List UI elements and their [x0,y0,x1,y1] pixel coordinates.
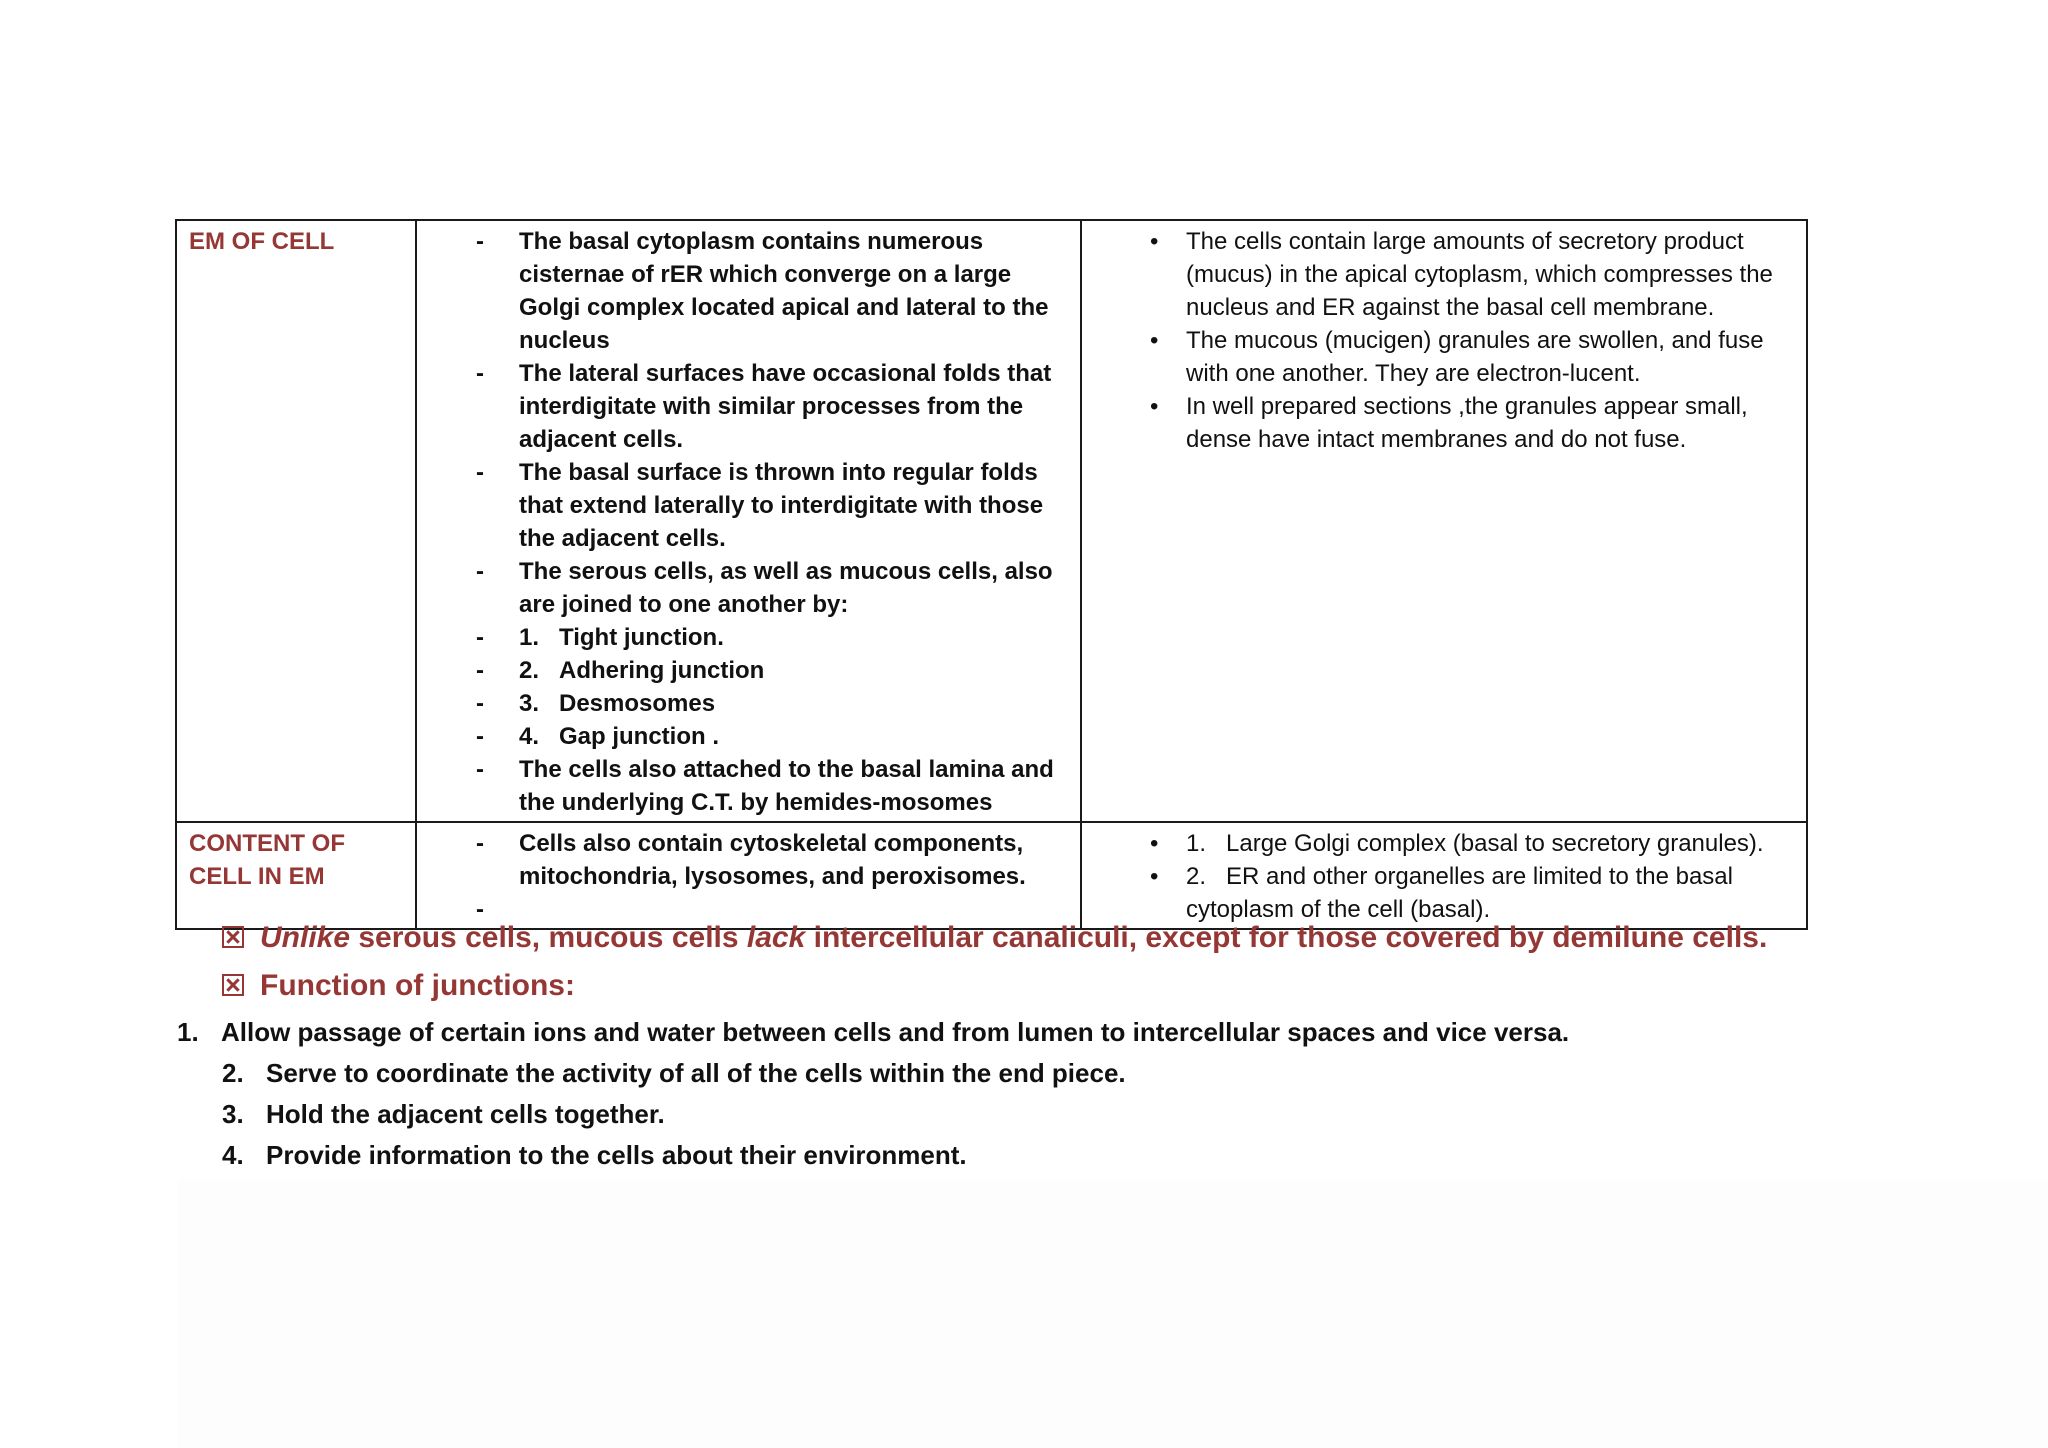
list-item: - [476,896,484,923]
row-label: EM OF CELL [176,220,416,822]
serous-cell-column [416,822,1081,929]
list-item: - The basal cytoplasm contains numerous cisternae of rER which converge on a large Golgi complex located apical and lateral to the nucleus [476,228,1049,354]
list-item: • The mucous (mucigen) granules are swollen, and fuse with one another. They are electron-lucent. [1150,327,1764,387]
list-item: - 4. Gap junction . [476,723,719,750]
function-item: 2. Serve to coordinate the activity of all of the cells within the end piece. [222,1058,1126,1088]
serous-list [429,827,1068,926]
function-item: 1. Allow passage of certain ions and water between cells and from lumen to intercellular spaces and vice versa. [177,1017,1570,1047]
function-item: 4. Provide information to the cells about their environment. [222,1140,967,1170]
serous-list [429,225,1068,819]
mucous-cell-column [1081,220,1807,822]
list-item: • In well prepared sections ,the granules appear small, dense have intact membranes and do not fuse. [1150,393,1748,453]
list-item: - Cells also contain cytoskeletal components, mitochondria, lysosomes, and peroxisomes. [476,830,1026,890]
list-item: - The serous cells, as well as mucous cells, also are joined to one another by: [476,558,1053,618]
list-item: - The cells also attached to the basal lamina and the underlying C.T. by hemides-mosomes [476,756,1054,816]
list-item: - 1. Tight junction. [476,624,724,651]
list-item: - The basal surface is thrown into regular folds that extend laterally to interdigitate with those the adjacent cells. [476,459,1044,552]
list-item: • The cells contain large amounts of secretory product (mucus) in the apical cytoplasm, which compresses the nucleus and ER against the basal cell membrane. [1150,228,1773,321]
mucous-list [1094,225,1794,456]
callout-canaliculi: Unlike serous cells, mucous cells lack intercellular canaliculi, except for those covered by demilune cells. [222,918,1767,958]
list-item: - The lateral surfaces have occasional folds that interdigitate with similar processes from the adjacent cells. [476,360,1052,453]
serous-cell-column [416,220,1081,822]
table-row-em-of-cell [176,220,1807,822]
list-item: • 2. ER and other organelles are limited to the basal cytoplasm of the cell (basal). [1150,863,1733,923]
comparison-table [175,219,1808,930]
table-row-content-of-cell [176,822,1807,929]
list-item: • 1. Large Golgi complex (basal to secretory granules). [1150,830,1764,857]
list-item: - 3. Desmosomes [476,690,716,717]
mucous-list [1094,827,1794,926]
row-label: CONTENT OF CELL IN EM [176,822,416,929]
function-item: 3. Hold the adjacent cells together. [222,1099,665,1129]
list-item: - 2. Adhering junction [476,657,765,684]
mucous-cell-column [1081,822,1807,929]
callout-function-heading: Function of junctions: [222,966,575,1006]
checkbox-x-icon [222,974,244,996]
checkbox-x-icon [222,926,244,948]
page-background [178,1180,2048,1448]
